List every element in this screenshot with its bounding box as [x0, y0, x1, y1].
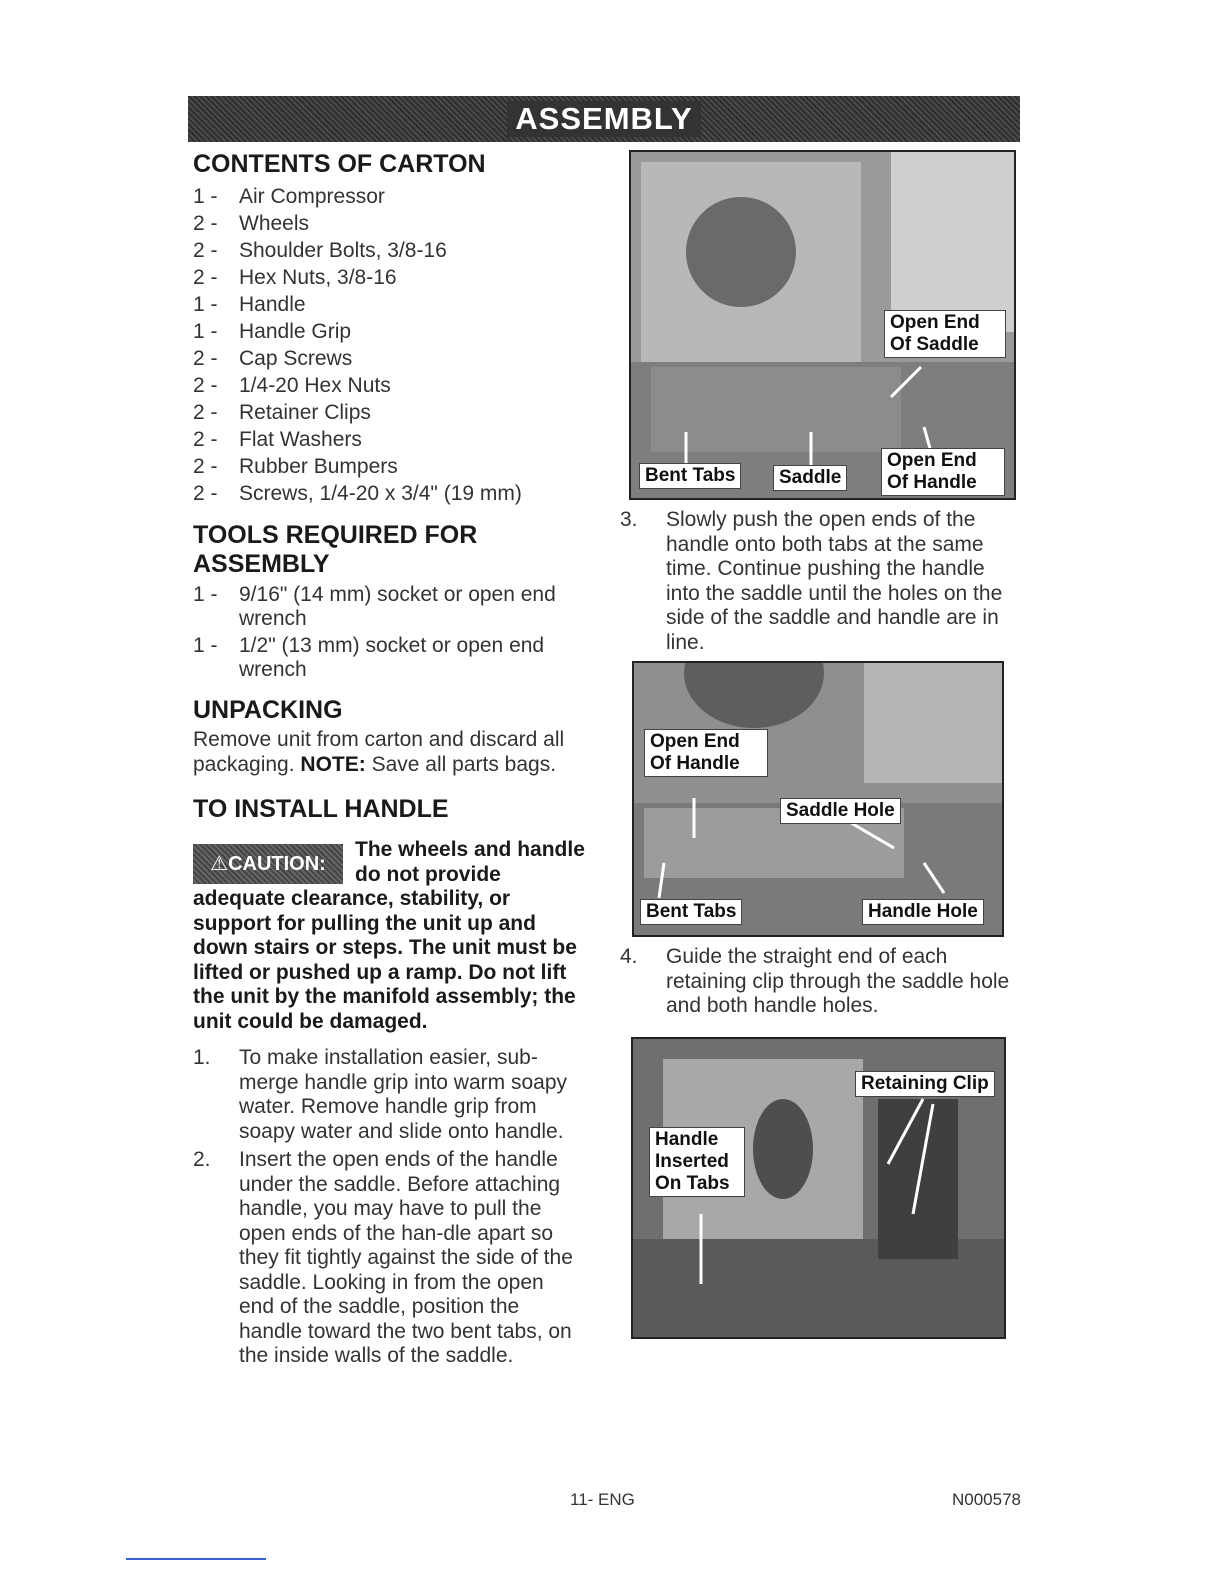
right-column: [620, 150, 1015, 1339]
step-item: 3. Slowly push the open ends of the handle onto both tabs at the same time. Continue pushing the handle into the saddle until the holes on the side of the saddle and handle are in line.: [620, 508, 1003, 654]
photo-holes-aligned: [632, 661, 1004, 937]
list-item: 2 - Shoulder Bolts, 3/8-16: [193, 239, 447, 262]
section-title: ASSEMBLY: [507, 101, 700, 137]
list-item: 2 - Rubber Bumpers: [193, 455, 398, 478]
step-item: 1. To make installation easier, sub-merge handle grip into warm soapy water. Remove handle grip from soapy water and slide onto handle.: [193, 1046, 568, 1143]
tools-heading: TOOLS REQUIRED FOR ASSEMBLY: [193, 521, 478, 578]
list-item: 1 - 9/16" (14 mm) socket or open end wrench: [193, 583, 556, 630]
steps-list-right-a: [620, 508, 1015, 655]
contents-heading: CONTENTS OF CARTON: [193, 150, 486, 178]
label-handle-inserted: Handle Inserted On Tabs: [649, 1127, 745, 1197]
photo-saddle-open-ends: [629, 150, 1016, 500]
section-banner: [188, 96, 1020, 142]
list-item: 2 - Screws, 1/4-20 x 3/4" (19 mm): [193, 482, 522, 505]
step-item: 2. Insert the open ends of the handle under the saddle. Before attaching handle, you may have to pull the open ends of the han-dle apart so they fit tightly against the side of the saddle. Looking in from the open end of the saddle, position the handle toward the two bent tabs, on the inside walls of the saddle.: [193, 1148, 573, 1367]
caution-text: The wheels and handle do not provide adequate clearance, stability, or support for pulling the unit up and down stairs or steps. The unit must be lifted or pushed up a ramp. Do not lift the unit by the manifold assembly; the unit could be damaged.: [193, 838, 585, 1033]
list-item: 2 - Flat Washers: [193, 428, 362, 451]
caution-badge: ⚠CAUTION:: [193, 844, 343, 884]
label-handle-hole: Handle Hole: [862, 899, 984, 925]
unpacking-text: Remove unit from carton and discard all packaging. NOTE: Save all parts bags.: [193, 728, 565, 776]
note-label: NOTE:: [300, 753, 366, 776]
contents-list: [193, 183, 593, 507]
list-item: 2 - Hex Nuts, 3/8-16: [193, 266, 397, 289]
label-saddle: Saddle: [773, 465, 847, 491]
list-item: 1 - 1/2" (13 mm) socket or open end wrench: [193, 634, 545, 681]
unpacking-heading: UNPACKING: [193, 696, 343, 724]
label-saddle-hole: Saddle Hole: [780, 798, 901, 824]
list-item: 2 - 1/4-20 Hex Nuts: [193, 374, 391, 397]
list-item: 1 - Handle Grip: [193, 320, 352, 343]
label-bent-tabs: Bent Tabs: [640, 899, 742, 925]
steps-list-right-b: [620, 945, 1015, 1019]
step-item: 4. Guide the straight end of each retaining clip through the saddle hole and both handle holes.: [620, 945, 1010, 1017]
list-item: 2 - Cap Screws: [193, 347, 353, 370]
label-open-end-handle: Open End Of Handle: [881, 448, 1005, 496]
install-heading: TO INSTALL HANDLE: [193, 795, 449, 823]
label-retaining-clip: Retaining Clip: [855, 1071, 995, 1097]
page-number: 11- ENG: [570, 1490, 635, 1509]
label-bent-tabs: Bent Tabs: [639, 463, 741, 489]
photo-retaining-clip: [631, 1037, 1006, 1339]
caution-block: [193, 838, 593, 1034]
list-item: 2 - Retainer Clips: [193, 401, 371, 424]
steps-list-left: [193, 1046, 593, 1369]
list-item: 1 - Air Compressor: [193, 185, 385, 208]
label-open-end-saddle: Open End Of Saddle: [884, 310, 1006, 358]
underline-mark: [126, 1558, 266, 1560]
label-open-end-handle: Open End Of Handle: [644, 729, 768, 777]
tools-list: [193, 583, 593, 682]
left-column: [193, 150, 593, 1373]
document-code: N000578: [952, 1490, 1022, 1509]
list-item: 2 - Wheels: [193, 212, 310, 235]
list-item: 1 - Handle: [193, 293, 306, 316]
